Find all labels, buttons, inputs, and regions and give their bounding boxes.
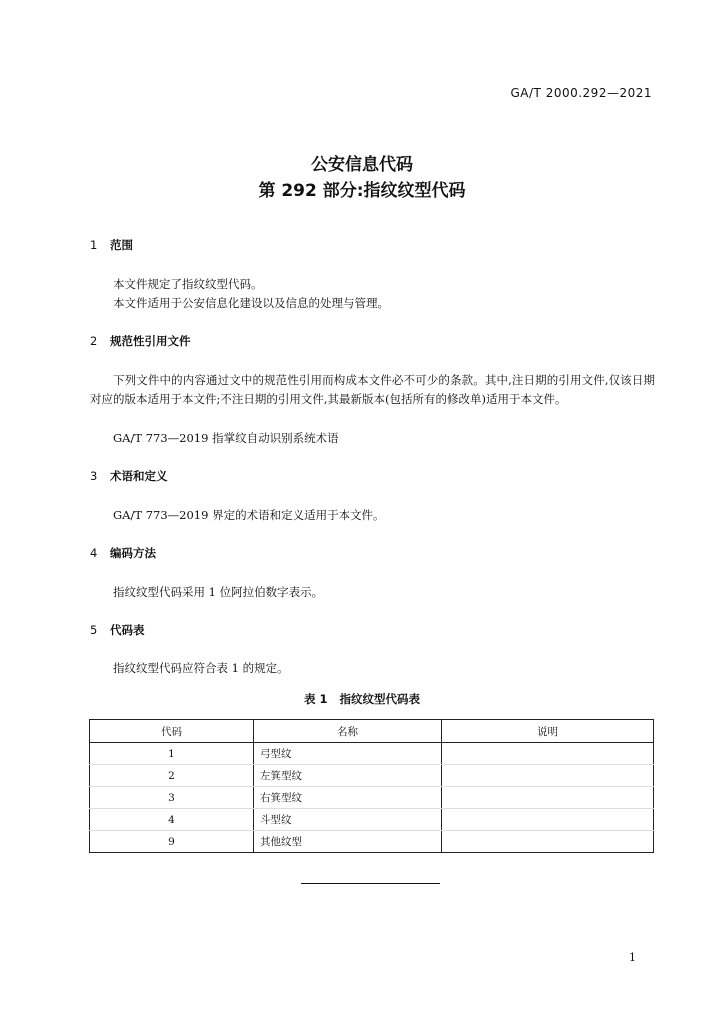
section-number: 1 (90, 238, 98, 252)
table-row (90, 765, 654, 787)
cell-name: 右箕型纹 (254, 787, 442, 809)
references-paragraph: 下列文件中的内容通过文中的规范性引用而构成本文件必不可少的条款。其中,注日期的引用文件,仅该日期对应的版本适用于本文件;不注日期的引用文件,其最新版本(包括所有的修改单)适用于本文件。 (90, 373, 655, 406)
page-number: 1 (629, 951, 636, 964)
table-row (90, 787, 654, 809)
document-subtitle: 第 292 部分:指纹纹型代码 (258, 181, 466, 201)
terms-text: GA/T 773—2019 界定的术语和定义适用于本文件。 (113, 508, 385, 522)
table-caption: 表 1 指纹纹型代码表 (303, 692, 420, 706)
section-4-heading (90, 545, 156, 561)
header-code: 代码 (90, 720, 254, 743)
section-number: 3 (90, 469, 98, 483)
section-title: 规范性引用文件 (110, 334, 191, 348)
cell-code: 3 (90, 787, 254, 809)
header-desc: 说明 (442, 720, 654, 743)
section-title: 范围 (110, 238, 133, 252)
section-3-heading (90, 468, 168, 484)
cell-code: 9 (90, 831, 254, 853)
section-1-heading (90, 237, 133, 253)
scope-line-1: 本文件规定了指纹纹型代码。 (113, 277, 263, 291)
encoding-text: 指纹纹型代码采用 1 位阿拉伯数字表示。 (113, 585, 324, 599)
standard-code: GA/T 2000.292—2021 (510, 86, 652, 100)
code-table (89, 719, 654, 853)
section-5-heading (90, 622, 145, 638)
cell-name: 斗型纹 (254, 809, 442, 831)
section-title: 术语和定义 (110, 469, 168, 483)
cell-code: 1 (90, 743, 254, 765)
cell-name: 弓型纹 (254, 743, 442, 765)
cell-desc (442, 831, 654, 853)
cell-desc (442, 809, 654, 831)
table-row (90, 743, 654, 765)
header-name: 名称 (254, 720, 442, 743)
codetable-intro: 指纹纹型代码应符合表 1 的规定。 (113, 661, 289, 675)
section-number: 5 (90, 623, 98, 637)
section-title: 编码方法 (110, 546, 156, 560)
scope-line-2: 本文件适用于公安信息化建设以及信息的处理与管理。 (113, 296, 389, 310)
table-row (90, 831, 654, 853)
cell-desc (442, 787, 654, 809)
table-header-row (90, 720, 654, 743)
section-2-heading (90, 333, 191, 349)
reference-item: GA/T 773—2019 指掌纹自动识别系统术语 (113, 431, 339, 445)
cell-name: 其他纹型 (254, 831, 442, 853)
section-title: 代码表 (110, 623, 145, 637)
cell-desc (442, 765, 654, 787)
end-rule (301, 883, 440, 884)
cell-code: 2 (90, 765, 254, 787)
cell-code: 4 (90, 809, 254, 831)
cell-name: 左箕型纹 (254, 765, 442, 787)
cell-desc (442, 743, 654, 765)
document-title: 公安信息代码 (311, 155, 413, 175)
section-number: 4 (90, 546, 98, 560)
table-row (90, 809, 654, 831)
section-number: 2 (90, 334, 98, 348)
